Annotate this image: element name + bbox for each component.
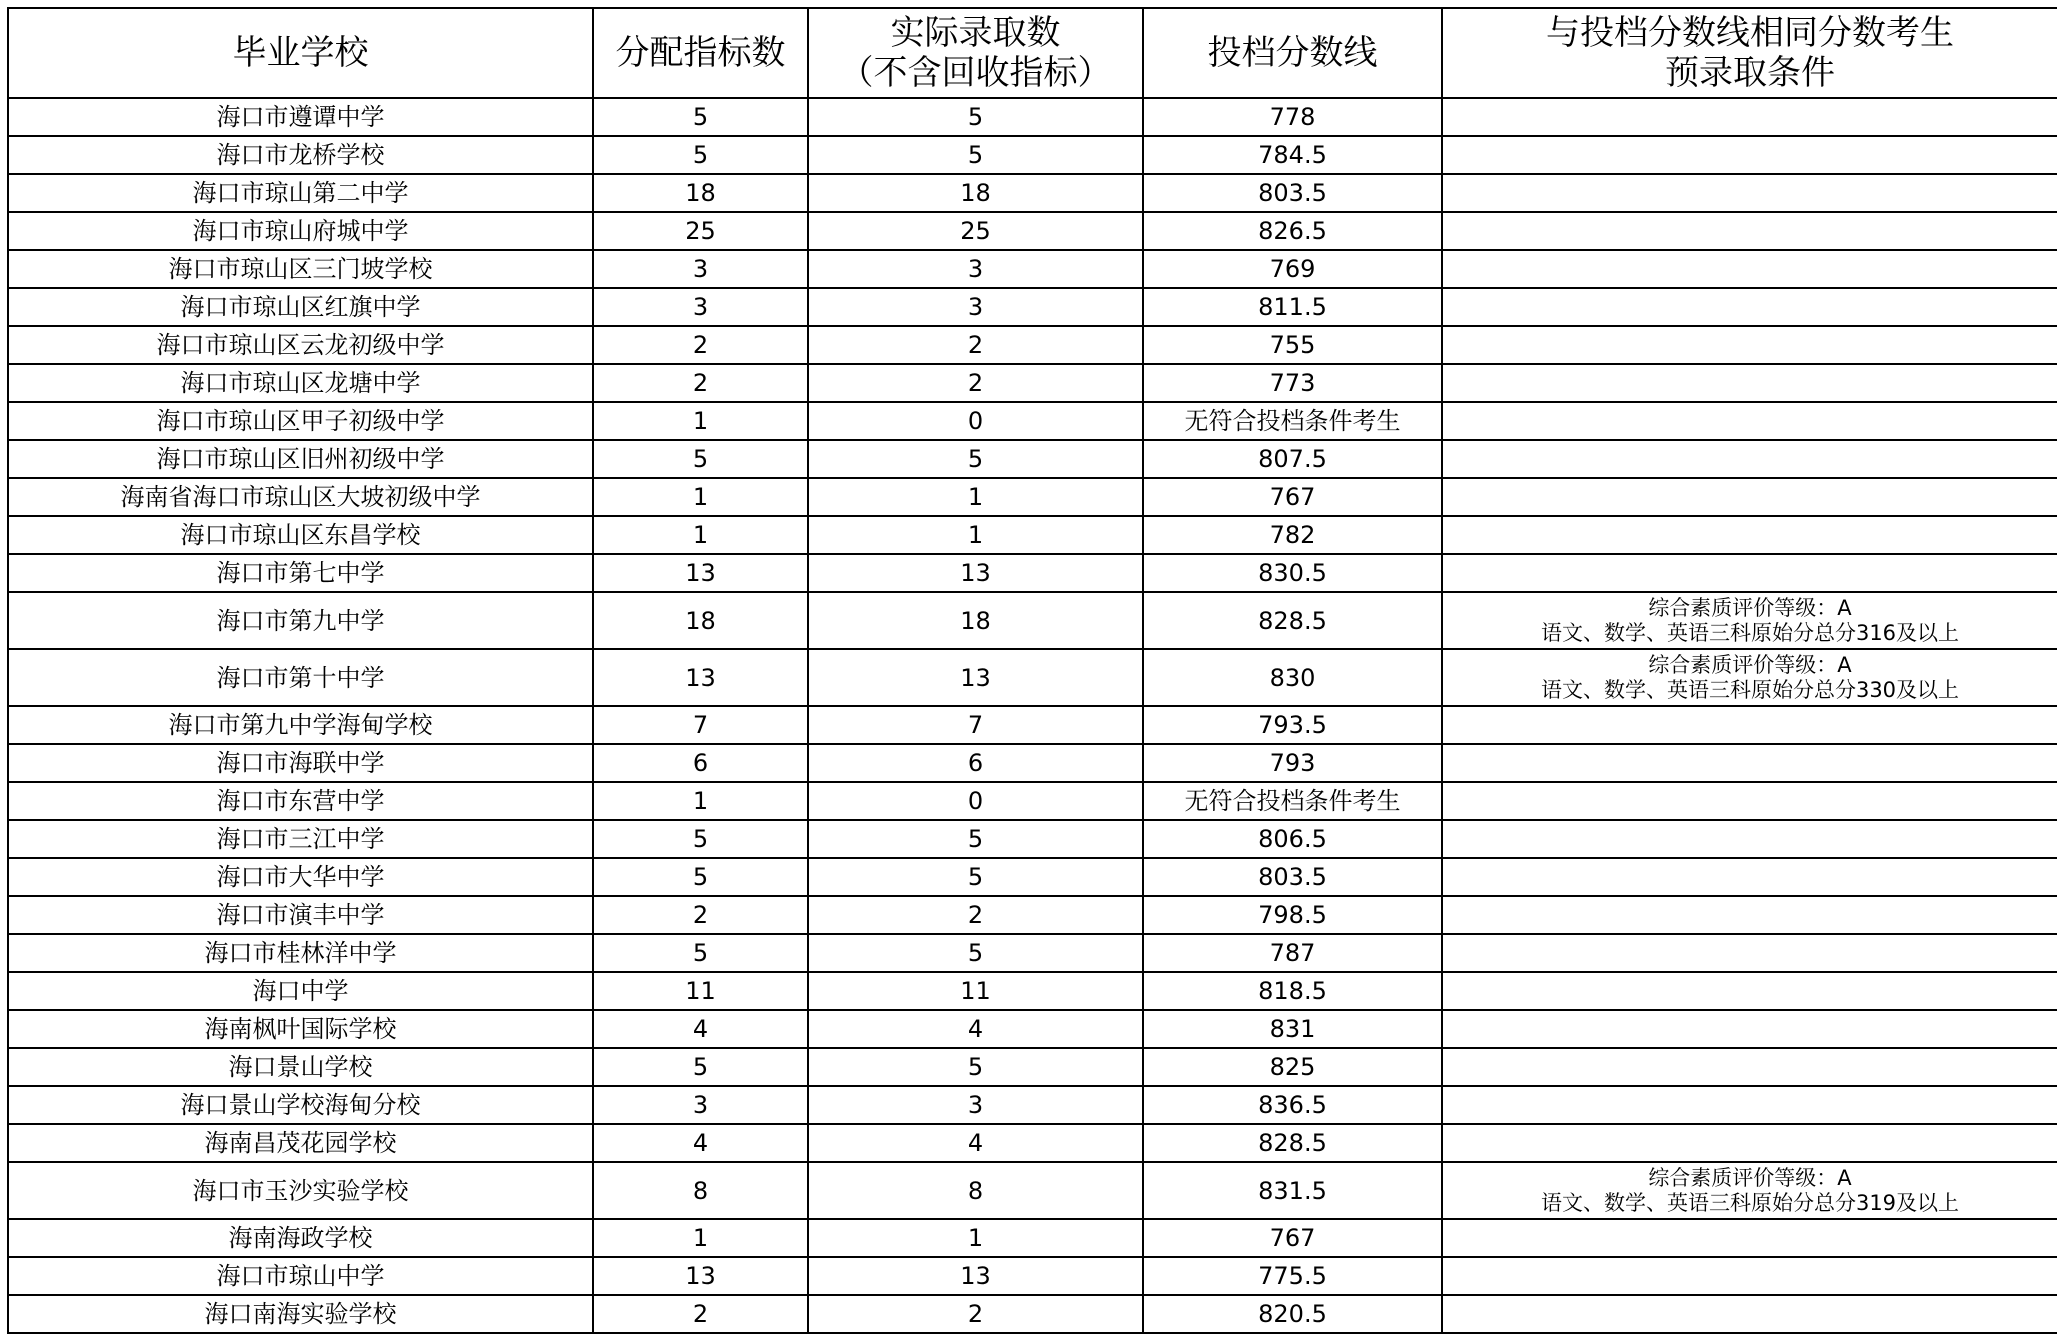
table-row — [8, 592, 2057, 649]
cell-school: 海口市大华中学 — [8, 858, 593, 896]
cell-admitted: 18 — [808, 592, 1143, 649]
cell-condition — [1442, 364, 2057, 402]
cell-admitted: 5 — [808, 440, 1143, 478]
cell-condition — [1442, 1219, 2057, 1257]
cell-quota: 5 — [593, 820, 808, 858]
cell-condition — [1442, 1048, 2057, 1086]
cell-quota: 4 — [593, 1010, 808, 1048]
table-row — [8, 326, 2057, 364]
table-row — [8, 972, 2057, 1010]
cell-school: 海口景山学校海甸分校 — [8, 1086, 593, 1124]
cell-school: 海口市琼山区红旗中学 — [8, 288, 593, 326]
cell-admitted: 5 — [808, 136, 1143, 174]
condition-grade: 综合素质评价等级：A — [1648, 595, 1852, 620]
condition-grade: 综合素质评价等级：A — [1648, 1165, 1852, 1190]
cell-cutoff: 828.5 — [1143, 1124, 1442, 1162]
table-row — [8, 896, 2057, 934]
cell-cutoff: 778 — [1143, 98, 1442, 136]
cell-quota: 3 — [593, 1086, 808, 1124]
table-row — [8, 212, 2057, 250]
cell-quota: 5 — [593, 934, 808, 972]
cell-quota: 25 — [593, 212, 808, 250]
cell-admitted: 4 — [808, 1124, 1143, 1162]
cell-quota: 18 — [593, 592, 808, 649]
cell-quota: 11 — [593, 972, 808, 1010]
cell-cutoff: 798.5 — [1143, 896, 1442, 934]
table-row — [8, 820, 2057, 858]
table-row — [8, 1162, 2057, 1219]
table-row — [8, 250, 2057, 288]
table-row — [8, 1295, 2057, 1333]
cell-cutoff: 无符合投档条件考生 — [1143, 782, 1442, 820]
cell-quota: 1 — [593, 478, 808, 516]
cell-quota: 1 — [593, 516, 808, 554]
cell-condition — [1442, 174, 2057, 212]
cell-school: 海口市三江中学 — [8, 820, 593, 858]
condition-score: 语文、数学、英语三科原始分总分319及以上 — [1540, 1190, 1960, 1215]
table-row — [8, 364, 2057, 402]
cell-cutoff: 818.5 — [1143, 972, 1442, 1010]
cell-condition — [1442, 1257, 2057, 1295]
cell-admitted: 3 — [808, 288, 1143, 326]
cell-cutoff: 826.5 — [1143, 212, 1442, 250]
cell-quota: 7 — [593, 706, 808, 744]
cell-admitted: 13 — [808, 649, 1143, 706]
cell-quota: 2 — [593, 1295, 808, 1333]
cell-admitted: 8 — [808, 1162, 1143, 1219]
header-admitted — [808, 8, 1143, 98]
table-row — [8, 440, 2057, 478]
cell-school: 海南昌茂花园学校 — [8, 1124, 593, 1162]
table-row — [8, 136, 2057, 174]
cell-admitted: 5 — [808, 820, 1143, 858]
cell-admitted: 11 — [808, 972, 1143, 1010]
cell-school: 海口市第十中学 — [8, 649, 593, 706]
cell-condition — [1442, 820, 2057, 858]
cell-quota: 5 — [593, 858, 808, 896]
cell-condition — [1442, 250, 2057, 288]
table-row — [8, 1124, 2057, 1162]
cell-quota: 5 — [593, 1048, 808, 1086]
cell-school: 海南海政学校 — [8, 1219, 593, 1257]
table-row — [8, 1086, 2057, 1124]
cell-school: 海南枫叶国际学校 — [8, 1010, 593, 1048]
cell-quota: 2 — [593, 326, 808, 364]
cell-cutoff: 769 — [1143, 250, 1442, 288]
cell-admitted: 0 — [808, 782, 1143, 820]
cell-cutoff: 830 — [1143, 649, 1442, 706]
cell-condition — [1442, 1010, 2057, 1048]
table-row — [8, 934, 2057, 972]
cell-condition — [1442, 516, 2057, 554]
table-row — [8, 649, 2057, 706]
cell-school: 海口市龙桥学校 — [8, 136, 593, 174]
header-condition-line1: 与投档分数线相同分数考生 — [1546, 13, 1954, 53]
cell-admitted: 5 — [808, 858, 1143, 896]
cell-admitted: 3 — [808, 250, 1143, 288]
table-row — [8, 98, 2057, 136]
cell-condition — [1442, 592, 2057, 649]
cell-cutoff: 773 — [1143, 364, 1442, 402]
cell-school: 海口市第九中学海甸学校 — [8, 706, 593, 744]
cell-condition — [1442, 1162, 2057, 1219]
cell-quota: 13 — [593, 649, 808, 706]
header-cutoff: 投档分数线 — [1143, 8, 1442, 98]
cell-cutoff: 806.5 — [1143, 820, 1442, 858]
cell-admitted: 5 — [808, 934, 1143, 972]
cell-school: 海口市遵谭中学 — [8, 98, 593, 136]
cell-cutoff: 793 — [1143, 744, 1442, 782]
cell-admitted: 2 — [808, 364, 1143, 402]
table-row — [8, 174, 2057, 212]
cell-cutoff: 767 — [1143, 478, 1442, 516]
cell-admitted: 1 — [808, 516, 1143, 554]
cell-cutoff: 无符合投档条件考生 — [1143, 402, 1442, 440]
cell-condition — [1442, 288, 2057, 326]
cell-admitted: 4 — [808, 1010, 1143, 1048]
cell-admitted: 1 — [808, 478, 1143, 516]
cell-school: 海口市琼山区东昌学校 — [8, 516, 593, 554]
cell-admitted: 0 — [808, 402, 1143, 440]
cell-school: 海口景山学校 — [8, 1048, 593, 1086]
cell-cutoff: 830.5 — [1143, 554, 1442, 592]
cell-cutoff: 831 — [1143, 1010, 1442, 1048]
cell-cutoff: 755 — [1143, 326, 1442, 364]
cell-cutoff: 828.5 — [1143, 592, 1442, 649]
cell-condition — [1442, 478, 2057, 516]
cell-admitted: 13 — [808, 1257, 1143, 1295]
cell-condition — [1442, 554, 2057, 592]
cell-school: 海口市琼山区龙塘中学 — [8, 364, 593, 402]
cell-condition — [1442, 744, 2057, 782]
cell-cutoff: 784.5 — [1143, 136, 1442, 174]
cell-quota: 5 — [593, 98, 808, 136]
cell-quota: 3 — [593, 250, 808, 288]
cell-cutoff: 836.5 — [1143, 1086, 1442, 1124]
cell-cutoff: 803.5 — [1143, 858, 1442, 896]
table-row — [8, 402, 2057, 440]
cell-condition — [1442, 98, 2057, 136]
cell-school: 海口市桂林洋中学 — [8, 934, 593, 972]
cell-school: 海口市琼山府城中学 — [8, 212, 593, 250]
cell-school: 海南省海口市琼山区大坡初级中学 — [8, 478, 593, 516]
cell-condition — [1442, 972, 2057, 1010]
cell-quota: 18 — [593, 174, 808, 212]
table-row — [8, 1219, 2057, 1257]
table-row — [8, 744, 2057, 782]
table-row — [8, 288, 2057, 326]
cell-cutoff: 782 — [1143, 516, 1442, 554]
table-row — [8, 478, 2057, 516]
condition-score: 语文、数学、英语三科原始分总分316及以上 — [1540, 620, 1960, 645]
cell-admitted: 5 — [808, 1048, 1143, 1086]
cell-admitted: 13 — [808, 554, 1143, 592]
cell-admitted: 18 — [808, 174, 1143, 212]
cell-condition — [1442, 440, 2057, 478]
table-row — [8, 782, 2057, 820]
cell-cutoff: 825 — [1143, 1048, 1442, 1086]
cell-school: 海口市琼山第二中学 — [8, 174, 593, 212]
cell-school: 海口南海实验学校 — [8, 1295, 593, 1333]
cell-condition — [1442, 706, 2057, 744]
table-row — [8, 554, 2057, 592]
cell-school: 海口中学 — [8, 972, 593, 1010]
table-row — [8, 1048, 2057, 1086]
table-row — [8, 1010, 2057, 1048]
cell-school: 海口市玉沙实验学校 — [8, 1162, 593, 1219]
cell-quota: 4 — [593, 1124, 808, 1162]
cell-cutoff: 793.5 — [1143, 706, 1442, 744]
cell-quota: 2 — [593, 364, 808, 402]
cell-school: 海口市第九中学 — [8, 592, 593, 649]
cell-quota: 3 — [593, 288, 808, 326]
admission-table — [7, 7, 2057, 1334]
cell-admitted: 25 — [808, 212, 1143, 250]
cell-school: 海口市琼山区甲子初级中学 — [8, 402, 593, 440]
cell-quota: 1 — [593, 1219, 808, 1257]
cell-cutoff: 820.5 — [1143, 1295, 1442, 1333]
cell-admitted: 2 — [808, 1295, 1143, 1333]
cell-quota: 5 — [593, 136, 808, 174]
cell-admitted: 3 — [808, 1086, 1143, 1124]
cell-quota: 8 — [593, 1162, 808, 1219]
cell-school: 海口市第七中学 — [8, 554, 593, 592]
cell-school: 海口市海联中学 — [8, 744, 593, 782]
cell-cutoff: 807.5 — [1143, 440, 1442, 478]
header-condition — [1442, 8, 2057, 98]
cell-admitted: 2 — [808, 326, 1143, 364]
cell-cutoff: 811.5 — [1143, 288, 1442, 326]
cell-quota: 2 — [593, 896, 808, 934]
header-condition-line2: 预录取条件 — [1665, 53, 1835, 93]
table-body — [8, 98, 2057, 1333]
cell-quota: 6 — [593, 744, 808, 782]
cell-cutoff: 803.5 — [1143, 174, 1442, 212]
cell-condition — [1442, 326, 2057, 364]
cell-condition — [1442, 649, 2057, 706]
cell-quota: 13 — [593, 1257, 808, 1295]
cell-quota: 1 — [593, 782, 808, 820]
condition-grade: 综合素质评价等级：A — [1648, 652, 1852, 677]
cell-school: 海口市琼山区云龙初级中学 — [8, 326, 593, 364]
cell-condition — [1442, 1086, 2057, 1124]
cell-cutoff: 775.5 — [1143, 1257, 1442, 1295]
cell-condition — [1442, 136, 2057, 174]
header-school: 毕业学校 — [8, 8, 593, 98]
condition-score: 语文、数学、英语三科原始分总分330及以上 — [1540, 677, 1960, 702]
cell-quota: 1 — [593, 402, 808, 440]
header-quota: 分配指标数 — [593, 8, 808, 98]
cell-school: 海口市东营中学 — [8, 782, 593, 820]
table-row — [8, 1257, 2057, 1295]
cell-cutoff: 831.5 — [1143, 1162, 1442, 1219]
cell-school: 海口市琼山中学 — [8, 1257, 593, 1295]
table-row — [8, 516, 2057, 554]
table-row — [8, 858, 2057, 896]
header-row — [8, 8, 2057, 98]
cell-condition — [1442, 402, 2057, 440]
cell-admitted: 2 — [808, 896, 1143, 934]
cell-admitted: 5 — [808, 98, 1143, 136]
cell-condition — [1442, 1295, 2057, 1333]
cell-quota: 13 — [593, 554, 808, 592]
cell-school: 海口市琼山区三门坡学校 — [8, 250, 593, 288]
cell-condition — [1442, 858, 2057, 896]
cell-condition — [1442, 1124, 2057, 1162]
table-row — [8, 706, 2057, 744]
cell-admitted: 7 — [808, 706, 1143, 744]
cell-condition — [1442, 782, 2057, 820]
cell-admitted: 6 — [808, 744, 1143, 782]
header-admitted-line1: 实际录取数 — [890, 13, 1061, 53]
cell-quota: 5 — [593, 440, 808, 478]
cell-condition — [1442, 212, 2057, 250]
cell-school: 海口市演丰中学 — [8, 896, 593, 934]
cell-condition — [1442, 934, 2057, 972]
cell-cutoff: 787 — [1143, 934, 1442, 972]
cell-cutoff: 767 — [1143, 1219, 1442, 1257]
cell-admitted: 1 — [808, 1219, 1143, 1257]
cell-school: 海口市琼山区旧州初级中学 — [8, 440, 593, 478]
cell-condition — [1442, 896, 2057, 934]
header-admitted-line2: （不含回收指标） — [839, 53, 1112, 93]
